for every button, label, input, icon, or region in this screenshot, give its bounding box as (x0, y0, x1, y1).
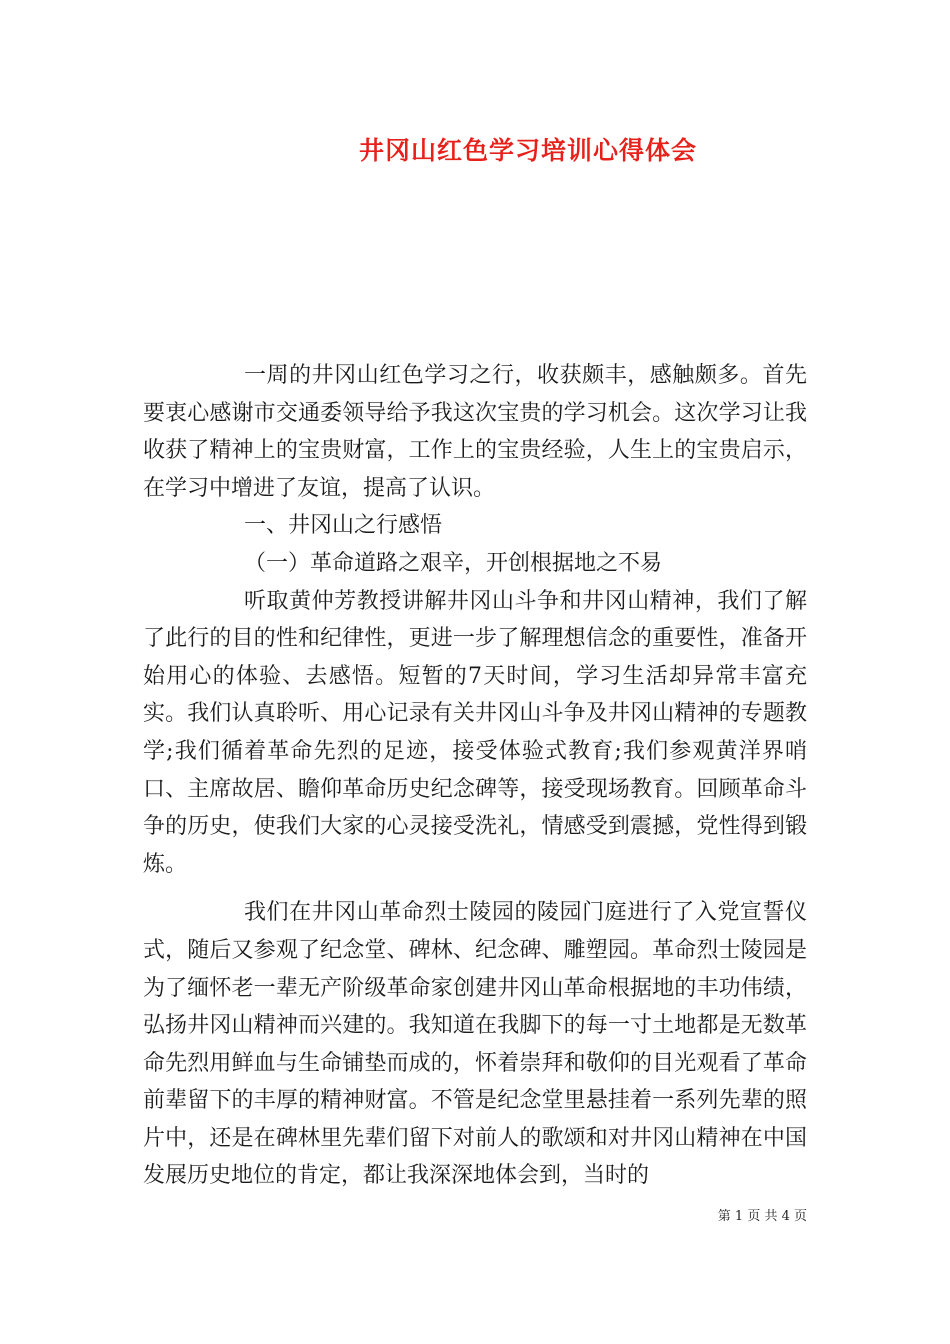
paragraph-intro: 一周的井冈山红色学习之行，收获颇丰，感触颇多。首先要衷心感谢市交通委领导给予我这次宝贵的学习机会。这次学习让我收获了精神上的宝贵财富，工作上的宝贵经验，人生上的宝贵启示，在学习中增进了友谊，提高了认识。 (143, 363, 807, 501)
page-number-footer: 第 1 页 共 4 页 (717, 1209, 807, 1224)
section-heading: 一、井冈山之行感悟 (244, 513, 443, 539)
document-title: 井冈山红色学习培训心得体会 (358, 136, 697, 165)
paragraph-cemetery: 我们在井冈山革命烈士陵园的陵园门庭进行了入党宣誓仪式，随后又参观了纪念堂、碑林、纪念碑、雕塑园。革命烈士陵园是为了缅怀老一辈无产阶级革命家创建井冈山革命根据地的丰功伟绩，弘扬井冈山精神而兴建的。我知道在我脚下的每一寸土地都是无数革命先烈用鲜血与生命铺垫而成的，怀着崇拜和敬仰的目光观看了革命前辈留下的丰厚的精神财富。不管是纪念堂里悬挂着一系列先辈的照片中，还是在碑林里先辈们留下对前人的歌颂和对井冈山精神在中国发展历史地位的肯定，都让我深深地体会到，当时的 (143, 900, 807, 1189)
document-body (143, 357, 807, 1195)
paragraph-lecture: 听取黄仲芳教授讲解井冈山斗争和井冈山精神，我们了解了此行的目的性和纪律性，更进一步了解理想信念的重要性，准备开始用心的体验、去感悟。短暂的7天时间，学习生活却异常丰富充实。我们认真聆听、用心记录有关井冈山斗争及井冈山精神的专题教学;我们循着革命先烈的足迹，接受体验式教育;我们参观黄洋界哨口、主席故居、瞻仰革命历史纪念碑等，接受现场教育。回顾革命斗争的历史，使我们大家的心灵接受洗礼，情感受到震撼，党性得到锻炼。 (143, 588, 807, 877)
subsection-heading: （一）革命道路之艰辛，开创根据地之不易 (244, 550, 663, 576)
